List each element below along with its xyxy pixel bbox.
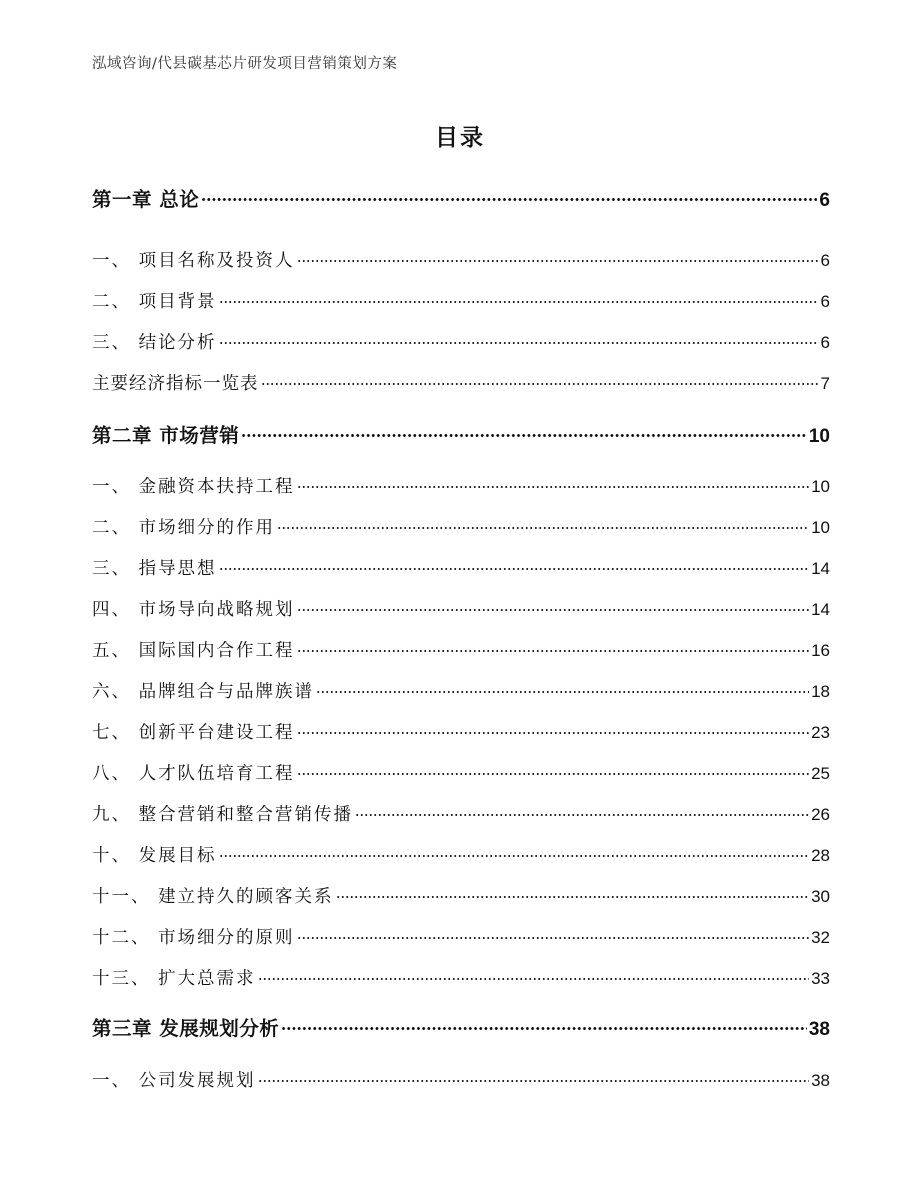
toc-dot-leader	[219, 301, 819, 303]
toc-entry-label: 一、 金融资本扶持工程	[92, 477, 295, 497]
toc-entry-label: 十、 发展目标	[92, 846, 217, 866]
toc-page-number: 6	[820, 251, 830, 270]
toc-entry-label: 第一章 总论	[92, 188, 200, 211]
toc-page-number: 14	[811, 559, 830, 578]
toc-page-number: 14	[811, 600, 830, 619]
page-header: 泓域咨询/代县碳基芯片研发项目营销策划方案	[92, 56, 398, 72]
toc-entry-label: 四、 市场导向战略规划	[92, 600, 295, 620]
toc-entry-label: 九、 整合营销和整合营销传播	[92, 805, 354, 825]
toc-entry-label: 一、 项目名称及投资人	[92, 251, 295, 271]
toc-entry-label: 二、 项目背景	[92, 292, 217, 312]
toc-page-number: 6	[819, 190, 830, 211]
toc-entry[interactable]	[92, 288, 830, 313]
toc-page-number: 23	[811, 723, 830, 742]
toc-dot-leader	[297, 650, 810, 652]
toc-entry[interactable]	[92, 678, 830, 703]
toc-entry-label: 三、 结论分析	[92, 333, 217, 353]
toc-entry[interactable]	[92, 801, 830, 826]
toc-page-number: 6	[820, 292, 830, 311]
toc-page-number: 28	[811, 846, 830, 865]
toc-entry[interactable]	[92, 473, 830, 498]
toc-page-number: 30	[811, 887, 830, 906]
toc-entry[interactable]	[92, 1067, 830, 1092]
toc-entry-label: 十二、 市场细分的原则	[92, 928, 295, 948]
toc-page-number: 38	[811, 1071, 830, 1090]
toc-page-number: 32	[811, 928, 830, 947]
toc-dot-leader	[219, 568, 810, 570]
toc-entry[interactable]	[92, 370, 830, 395]
toc-dot-leader	[219, 342, 819, 344]
toc-entry[interactable]	[92, 514, 830, 539]
toc-page-number: 18	[811, 682, 830, 701]
toc-page-number: 25	[811, 764, 830, 783]
toc-entry-label: 六、 品牌组合与品牌族谱	[92, 682, 315, 702]
toc-entry[interactable]	[92, 924, 830, 949]
toc-dot-leader	[336, 896, 810, 898]
toc-entry-label: 十一、 建立持久的顾客关系	[92, 887, 334, 907]
toc-entry-label: 十三、 扩大总需求	[92, 969, 256, 989]
toc-dot-leader	[297, 937, 810, 939]
toc-dot-leader	[297, 732, 810, 734]
toc-entry[interactable]	[92, 329, 830, 354]
toc-entry-label: 主要经济指标一览表	[92, 374, 259, 394]
toc-dot-leader	[297, 609, 810, 611]
toc-page-number: 6	[820, 333, 830, 352]
toc-entry[interactable]	[92, 719, 830, 744]
toc-entry-label: 二、 市场细分的作用	[92, 518, 276, 538]
toc-page-number: 16	[811, 641, 830, 660]
toc-dot-leader	[297, 260, 819, 262]
page-title: 目录	[435, 125, 485, 151]
toc-dot-leader	[258, 1080, 810, 1082]
toc-entry[interactable]	[92, 637, 830, 662]
toc-entry-label: 五、 国际国内合作工程	[92, 641, 295, 661]
toc-page-number: 26	[811, 805, 830, 824]
toc-page-number: 10	[808, 426, 830, 447]
toc-page-number: 38	[808, 1019, 830, 1040]
toc-entry-label: 一、 公司发展规划	[92, 1071, 256, 1091]
toc-entry[interactable]	[92, 883, 830, 908]
toc-chapter-2[interactable]	[92, 420, 830, 448]
toc-dot-leader	[297, 486, 810, 488]
toc-page-number: 10	[811, 518, 830, 537]
toc-entry[interactable]	[92, 760, 830, 785]
toc-dot-leader	[277, 527, 809, 529]
toc-entry[interactable]	[92, 965, 830, 990]
toc-page-number: 7	[820, 374, 830, 393]
toc-entry-label: 七、 创新平台建设工程	[92, 723, 295, 743]
toc-entry[interactable]	[92, 596, 830, 621]
toc-chapter-1[interactable]	[92, 184, 830, 212]
header-divider	[92, 79, 828, 80]
toc-entry-label: 八、 人才队伍培育工程	[92, 764, 295, 784]
toc-dot-leader	[316, 691, 809, 693]
toc-entry[interactable]	[92, 555, 830, 580]
toc-dot-leader	[258, 978, 810, 980]
toc-page-number: 33	[811, 969, 830, 988]
toc-dot-leader	[241, 434, 807, 437]
toc-entry[interactable]	[92, 247, 830, 272]
toc-dot-leader	[355, 814, 809, 816]
toc-chapter-3[interactable]	[92, 1013, 830, 1041]
toc-dot-leader	[297, 773, 810, 775]
toc-dot-leader	[281, 1027, 807, 1030]
toc-dot-leader	[219, 855, 810, 857]
toc-dot-leader	[201, 198, 817, 201]
toc-dot-leader	[261, 383, 819, 385]
toc-entry-label: 三、 指导思想	[92, 559, 217, 579]
toc-entry-label: 第三章 发展规划分析	[92, 1017, 280, 1040]
toc-page-number: 10	[811, 477, 830, 496]
toc-entry-label: 第二章 市场营销	[92, 424, 240, 447]
toc-entry[interactable]	[92, 842, 830, 867]
